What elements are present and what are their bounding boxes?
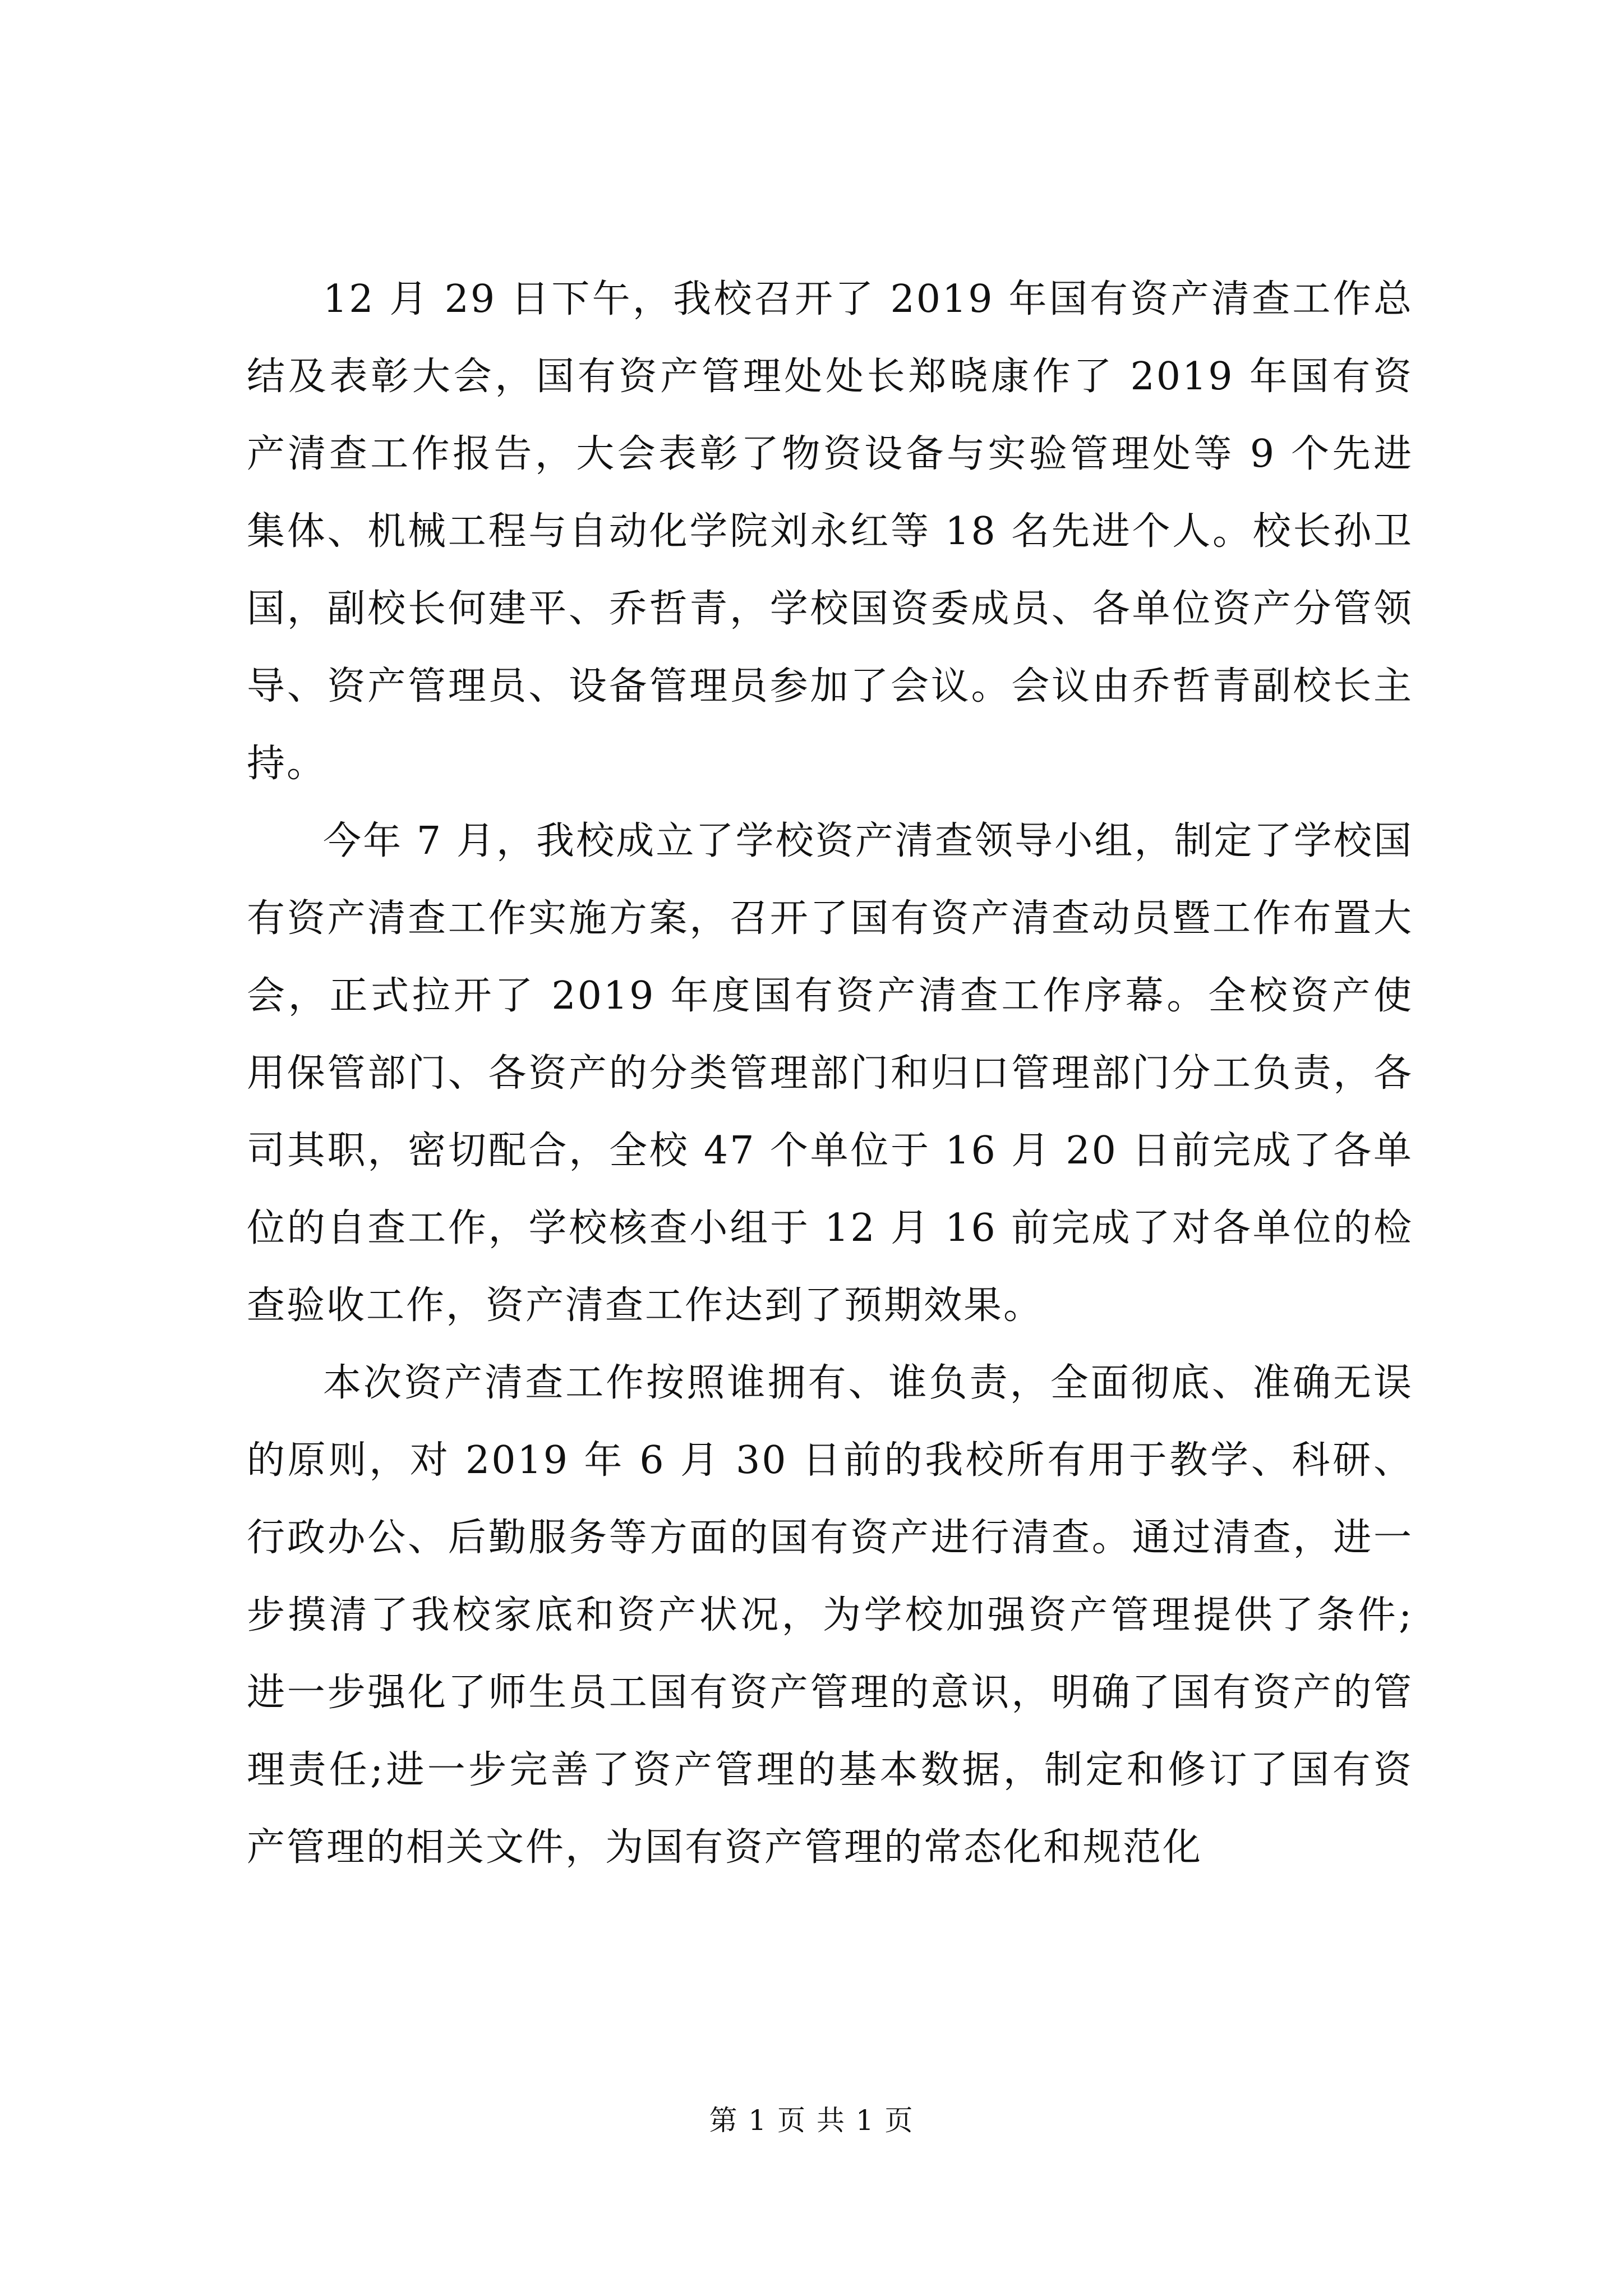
document-body xyxy=(247,261,1413,1887)
page-footer: 第 1 页 共 1 页 xyxy=(709,2104,914,2137)
paragraph-3: 本次资产清查工作按照谁拥有、谁负责，全面彻底、准确无误的原则，对 2019 年 6 月 30 日前的我校所有用于教学、科研、行政办公、后勤服务等方面的国有资产进行清查。通过清查，进一步摸清了我校家底和资产状况，为学校加强资产管理提供了条件;进一步强化了师生员工国有资产管理的意识，明确了国有资产的管理责任;进一步完善了资产管理的基本数据，制定和修订了国有资产管理的相关文件，为国有资产管理的常态化和规范化 xyxy=(247,1361,1413,1870)
paragraph-1: 12 月 29 日下午，我校召开了 2019 年国有资产清查工作总结及表彰大会，国有资产管理处处长郑晓康作了 2019 年国有资产清查工作报告，大会表彰了物资设备与实验管理处等 9 个先进集体、机械工程与自动化学院刘永红等 18 名先进个人。校长孙卫国，副校长何建平、乔哲青，学校国资委成员、各单位资产分管领导、资产管理员、设备管理员参加了会议。会议由乔哲青副校长主持。 xyxy=(247,277,1413,786)
paragraph-2: 今年 7 月，我校成立了学校资产清查领导小组，制定了学校国有资产清查工作实施方案，召开了国有资产清查动员暨工作布置大会，正式拉开了 2019 年度国有资产清查工作序幕。全校资产使用保管部门、各资产的分类管理部门和归口管理部门分工负责，各司其职，密切配合，全校 47 个单位于 16 月 20 日前完成了各单位的自查工作，学校核查小组于 12 月 16 前完成了对各单位的检查验收工作，资产清查工作达到了预期效果。 xyxy=(247,819,1413,1328)
